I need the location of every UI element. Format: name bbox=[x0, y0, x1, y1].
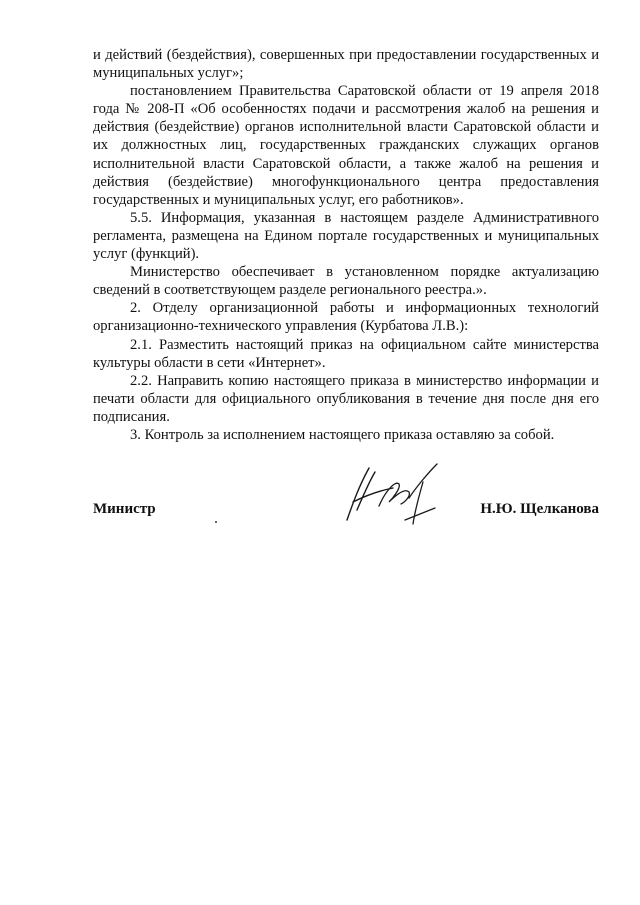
paragraph-registry: Министерство обеспечивает в установленном порядке актуализацию сведений в соответствующем разделе регионального реестра.». bbox=[93, 264, 599, 299]
paragraph-2-2: 2.2. Направить копию настоящего приказа в министерство информации и печати области для официального опубликования в течение дня после дня его подписания. bbox=[93, 372, 599, 425]
signature-block bbox=[93, 458, 599, 538]
document-body bbox=[93, 46, 599, 444]
paragraph-continuation: и действий (бездействия), совершенных при предоставлении государственных и муниципальных услуг»; bbox=[93, 47, 599, 82]
paragraph-resolution: постановлением Правительства Саратовской области от 19 апреля 2018 года № 208-П «Об особенностях подачи и рассмотрения жалоб на решения и действия (бездействие) органов исполнительной власти Саратовской области и их должностных лиц, государственных гражданских служащих органов исполнительной власти Саратовской области, а также жалоб на решения и действия (бездействие) многофункционального центра предоставления государственных и муниципальных услуг, его работников». bbox=[93, 83, 599, 208]
handwritten-signature bbox=[339, 458, 449, 528]
signatory-title: Министр bbox=[93, 501, 156, 517]
paragraph-3: 3. Контроль за исполнением настоящего приказа оставляю за собой. bbox=[130, 426, 555, 443]
paragraph-2: 2. Отделу организационной работы и информационных технологий организационно-технического управления (Курбатова Л.В.): bbox=[93, 300, 599, 335]
signatory-name: Н.Ю. Щелканова bbox=[480, 501, 599, 517]
paragraph-2-1: 2.1. Разместить настоящий приказ на официальном сайте министерства культуры области в сети «Интернет». bbox=[93, 336, 599, 371]
paragraph-5-5: 5.5. Информация, указанная в настоящем разделе Административного регламента, размещена на Едином портале государственных и муниципальных услуг (функций). bbox=[93, 209, 599, 263]
scan-artifact-dot bbox=[215, 521, 217, 523]
